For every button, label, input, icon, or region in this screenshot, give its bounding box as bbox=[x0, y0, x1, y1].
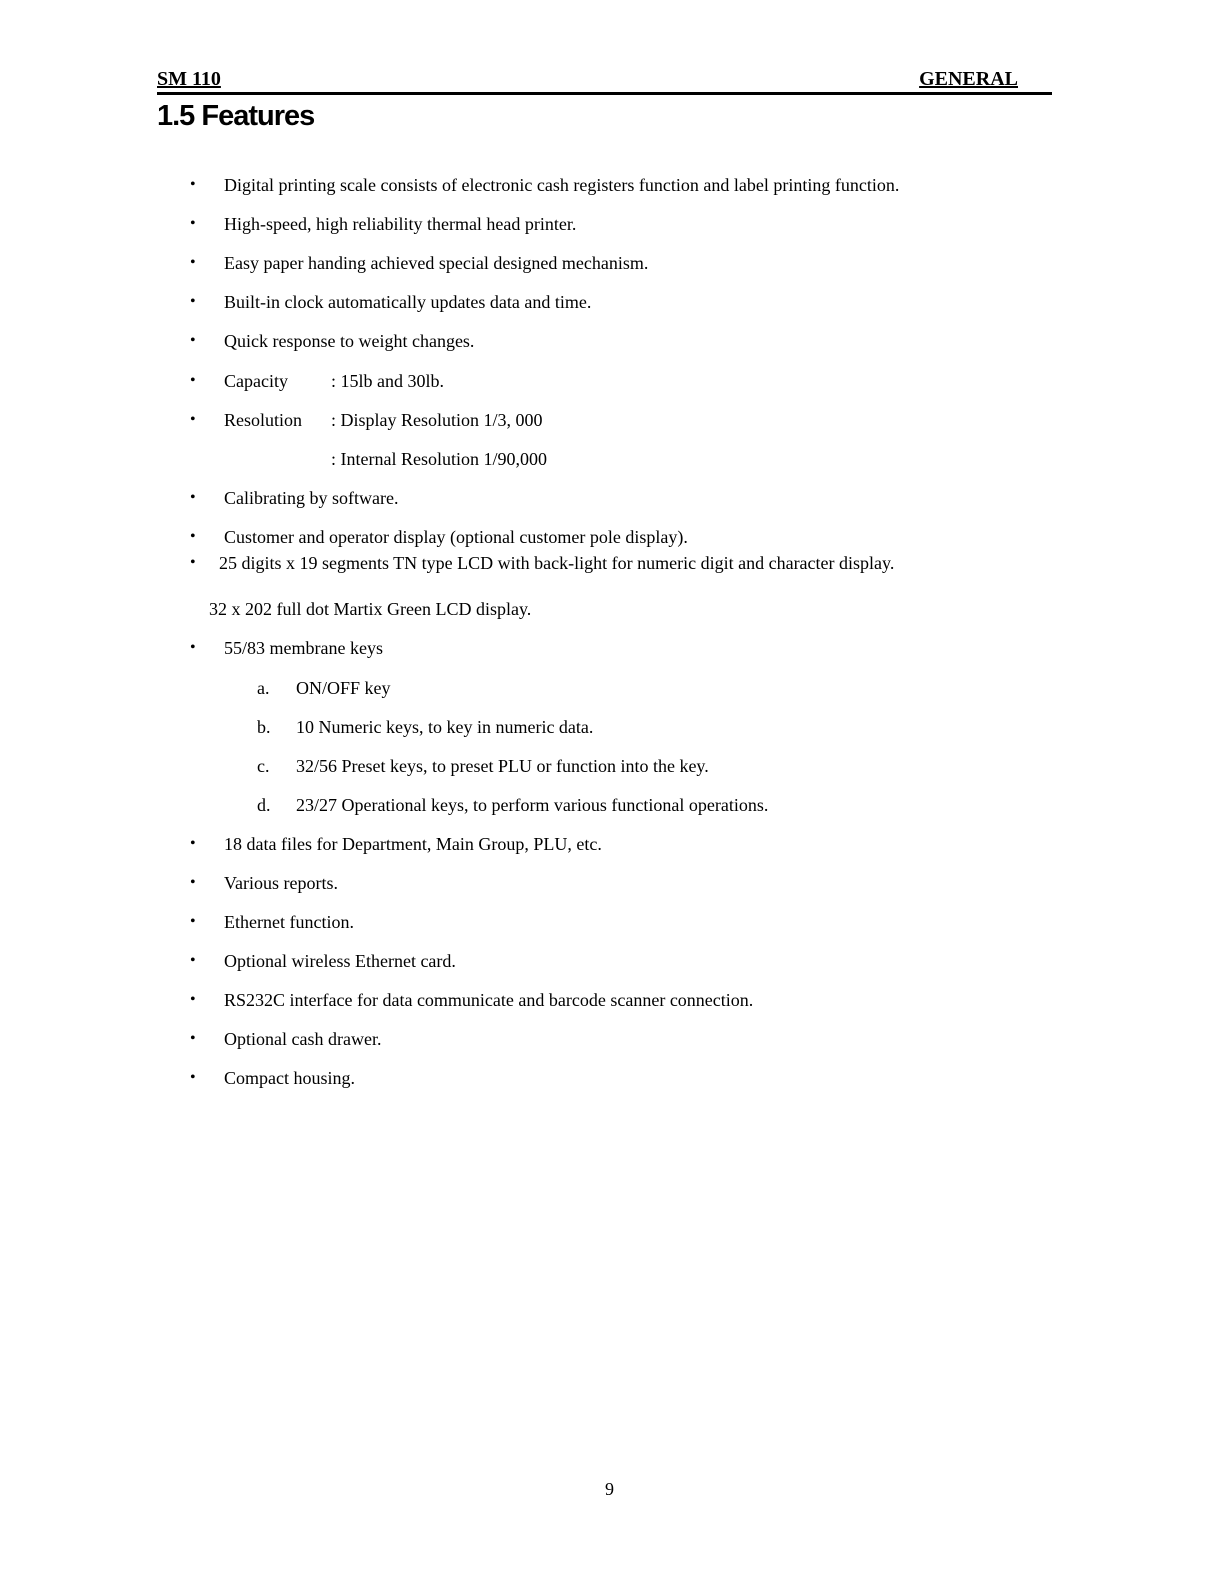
feature-text: Digital printing scale consists of electronic cash registers function and label printing function. bbox=[224, 175, 900, 195]
bullet-icon: • bbox=[190, 952, 196, 969]
key-letter: c. bbox=[257, 756, 270, 776]
bullet-icon: • bbox=[190, 215, 196, 232]
feature-text: High-speed, high reliability thermal head printer. bbox=[224, 214, 577, 234]
bullet-icon: • bbox=[190, 176, 196, 193]
feature-text: 55/83 membrane keys bbox=[224, 638, 383, 658]
feature-text: RS232C interface for data communicate and barcode scanner connection. bbox=[224, 990, 754, 1010]
spec-value: : Internal Resolution 1/90,000 bbox=[331, 449, 547, 469]
feature-text: Compact housing. bbox=[224, 1068, 355, 1088]
feature-text: Various reports. bbox=[224, 873, 338, 893]
bullet-icon: • bbox=[190, 528, 196, 545]
bullet-icon: • bbox=[190, 489, 196, 506]
feature-text: 18 data files for Department, Main Group, PLU, etc. bbox=[224, 834, 602, 854]
key-letter: d. bbox=[257, 795, 271, 815]
feature-text: Built-in clock automatically updates data and time. bbox=[224, 292, 592, 312]
bullet-icon: • bbox=[190, 874, 196, 891]
spec-label: Capacity bbox=[224, 371, 288, 391]
feature-text: Quick response to weight changes. bbox=[224, 331, 475, 351]
feature-text: Optional wireless Ethernet card. bbox=[224, 951, 456, 971]
header-model: SM 110 bbox=[157, 68, 221, 90]
page-header bbox=[157, 68, 1052, 95]
key-letter: b. bbox=[257, 717, 271, 737]
bullet-icon: • bbox=[190, 639, 196, 656]
feature-text: Ethernet function. bbox=[224, 912, 354, 932]
spec-value: : Display Resolution 1/3, 000 bbox=[331, 410, 543, 430]
key-letter: a. bbox=[257, 678, 270, 698]
bullet-icon: • bbox=[190, 835, 196, 852]
bullet-icon: • bbox=[190, 332, 196, 349]
bullet-icon: • bbox=[190, 411, 196, 428]
lcd-description: 32 x 202 full dot Martix Green LCD display. bbox=[209, 599, 532, 619]
header-section: GENERAL bbox=[919, 68, 1018, 90]
page-number: 9 bbox=[605, 1479, 614, 1499]
bullet-icon: • bbox=[190, 1030, 196, 1047]
feature-text: Calibrating by software. bbox=[224, 488, 399, 508]
key-text: 23/27 Operational keys, to perform various functional operations. bbox=[296, 795, 769, 815]
key-text: 32/56 Preset keys, to preset PLU or function into the key. bbox=[296, 756, 709, 776]
feature-text: 25 digits x 19 segments TN type LCD with back-light for numeric digit and character display. bbox=[219, 553, 895, 573]
bullet-icon: • bbox=[190, 991, 196, 1008]
bullet-icon: • bbox=[190, 554, 196, 571]
key-text: 10 Numeric keys, to key in numeric data. bbox=[296, 717, 594, 737]
spec-label: Resolution bbox=[224, 410, 303, 430]
bullet-icon: • bbox=[190, 1069, 196, 1086]
feature-text: Easy paper handing achieved special designed mechanism. bbox=[224, 253, 649, 273]
feature-text: Optional cash drawer. bbox=[224, 1029, 382, 1049]
key-text: ON/OFF key bbox=[296, 678, 391, 698]
spec-value: : 15lb and 30lb. bbox=[331, 371, 444, 391]
feature-text: Customer and operator display (optional customer pole display). bbox=[224, 527, 688, 547]
bullet-icon: • bbox=[190, 913, 196, 930]
bullet-icon: • bbox=[190, 293, 196, 310]
bullet-icon: • bbox=[190, 372, 196, 389]
bullet-icon: • bbox=[190, 254, 196, 271]
section-title: 1.5 Features bbox=[157, 100, 315, 132]
